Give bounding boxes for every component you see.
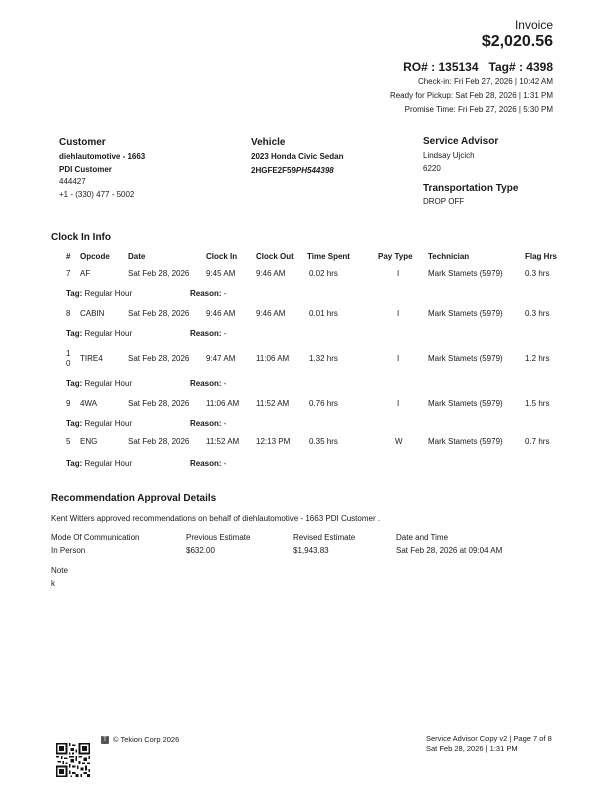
rec-header-revised: Revised Estimate [293, 533, 356, 542]
vehicle-heading: Vehicle [251, 137, 286, 148]
row-num: 10 [66, 349, 71, 368]
row-date: Sat Feb 28, 2026 [128, 309, 190, 318]
rec-value-datetime: Sat Feb 28, 2026 at 09:04 AM [396, 546, 503, 555]
row-time-spent: 0.01 hrs [309, 309, 338, 318]
row-clock-in: 9:46 AM [206, 309, 236, 318]
row-flag-hrs: 1.2 hrs [525, 354, 550, 363]
vin-prefix: 2HGFE2F59 [251, 165, 296, 175]
vin-suffix: PH544398 [295, 165, 334, 175]
row-reason: Reason: - [190, 379, 227, 388]
row-tag: Tag: Regular Hour [66, 289, 133, 298]
row-clock-out: 11:06 AM [256, 354, 290, 363]
col-header-technician: Technician [428, 252, 470, 261]
advisor-name: Lindsay Ujcich [423, 151, 475, 160]
ro-tag-line: RO# : 135134 Tag# : 4398 [403, 60, 553, 74]
row-date: Sat Feb 28, 2026 [128, 354, 190, 363]
copy-info: Service Advisor Copy v2 | Page 7 of 8 [426, 734, 552, 743]
row-clock-in: 9:45 AM [206, 269, 236, 278]
row-opcode: AF [80, 269, 91, 278]
row-date: Sat Feb 28, 2026 [128, 437, 190, 446]
col-header-date: Date [128, 252, 146, 261]
invoice-total: $2,020.56 [481, 33, 553, 50]
row-clock-out: 12:13 PM [256, 437, 291, 446]
rec-value-previous: $632.00 [186, 546, 215, 555]
row-num: 9 [66, 399, 71, 408]
row-flag-hrs: 0.3 hrs [525, 269, 550, 278]
customer-phone: +1 - (330) 477 - 5002 [59, 189, 135, 199]
vehicle-section [251, 137, 421, 177]
row-time-spent: 0.76 hrs [309, 399, 338, 408]
col-header-flag-hrs: Flag Hrs [525, 252, 558, 261]
tekion-logo-icon: T [101, 736, 109, 744]
checkin-time: Check-in: Fri Feb 27, 2026 | 10:42 AM [417, 77, 553, 86]
row-reason: Reason: - [190, 329, 227, 338]
note-value: k [51, 579, 55, 588]
rec-header-datetime: Date and Time [396, 533, 449, 542]
row-time-spent: 0.02 hrs [309, 269, 338, 278]
row-opcode: TIRE4 [80, 354, 103, 363]
row-clock-in: 11:52 AM [206, 437, 240, 446]
row-flag-hrs: 1.5 hrs [525, 399, 550, 408]
row-clock-out: 9:46 AM [256, 309, 286, 318]
row-reason: Reason: - [190, 419, 227, 428]
row-pay-type: I [397, 354, 400, 363]
row-opcode: 4WA [80, 399, 98, 408]
col-header-opcode: Opcode [80, 252, 110, 261]
advisor-id: 6220 [423, 163, 441, 173]
row-time-spent: 0.35 hrs [309, 437, 338, 446]
note-label: Note [51, 566, 68, 575]
row-technician: Mark Stamets (5979) [428, 309, 503, 318]
copyright-text: © Tekion Corp 2026 [113, 735, 180, 744]
invoice-label: Invoice [514, 18, 553, 32]
customer-heading: Customer [59, 137, 106, 148]
recommendation-title: Recommendation Approval Details [51, 493, 217, 504]
rec-header-mode: Mode Of Communication [51, 533, 140, 542]
clock-in-title: Clock In Info [51, 232, 111, 243]
col-header-clock-out: Clock Out [256, 252, 294, 261]
footer-page-info [426, 734, 552, 754]
advisor-heading: Service Advisor [423, 136, 499, 147]
advisor-section [423, 136, 583, 209]
col-header-pay-type: Pay Type [378, 252, 413, 261]
row-clock-out: 11:52 AM [256, 399, 290, 408]
row-tag: Tag: Regular Hour [66, 459, 133, 468]
row-technician: Mark Stamets (5979) [428, 269, 503, 278]
row-pay-type: W [395, 437, 403, 446]
col-header-time-spent: Time Spent [307, 252, 350, 261]
printed-time: Sat Feb 28, 2026 | 1:31 PM [426, 744, 518, 753]
row-clock-out: 9:46 AM [256, 269, 286, 278]
row-reason: Reason: - [190, 289, 227, 298]
row-clock-in: 9:47 AM [206, 354, 236, 363]
col-header-clock-in: Clock In [206, 252, 238, 261]
footer-copyright [101, 735, 179, 744]
row-date: Sat Feb 28, 2026 [128, 399, 190, 408]
qr-code-icon [56, 743, 90, 777]
row-tag: Tag: Regular Hour [66, 419, 133, 428]
row-pay-type: I [397, 269, 400, 278]
row-pay-type: I [397, 399, 400, 408]
row-num: 7 [66, 269, 71, 278]
transport-heading: Transportation Type [423, 183, 519, 194]
row-num: 5 [66, 437, 71, 446]
row-flag-hrs: 0.7 hrs [525, 437, 550, 446]
row-technician: Mark Stamets (5979) [428, 354, 503, 363]
row-clock-in: 11:06 AM [206, 399, 240, 408]
rec-header-previous: Previous Estimate [186, 533, 251, 542]
row-flag-hrs: 0.3 hrs [525, 309, 550, 318]
customer-name: diehlautomotive - 1663 [59, 152, 146, 161]
col-header-num: # [66, 252, 71, 261]
promise-time: Promise Time: Fri Feb 27, 2026 | 5:30 PM [404, 105, 553, 114]
customer-name-2: PDI Customer [59, 164, 112, 174]
row-num: 8 [66, 309, 71, 318]
row-tag: Tag: Regular Hour [66, 329, 133, 338]
row-time-spent: 1.32 hrs [309, 354, 338, 363]
row-reason: Reason: - [190, 459, 227, 468]
row-tag: Tag: Regular Hour [66, 379, 133, 388]
row-opcode: ENG [80, 437, 98, 446]
vehicle-vin [251, 165, 421, 178]
pickup-time: Ready for Pickup: Sat Feb 28, 2026 | 1:31 PM [389, 91, 553, 100]
vehicle-model: 2023 Honda Civic Sedan [251, 152, 344, 161]
row-pay-type: I [397, 309, 400, 318]
row-date: Sat Feb 28, 2026 [128, 269, 190, 278]
rec-value-mode: In Person [51, 546, 86, 555]
row-technician: Mark Stamets (5979) [428, 437, 503, 446]
rec-value-revised: $1,943.83 [293, 546, 329, 555]
customer-section [59, 137, 229, 201]
row-opcode: CABIN [80, 309, 105, 318]
customer-id: 444427 [59, 177, 86, 186]
recommendation-text: Kent Witters approved recommendations on behalf of diehlautomotive - 1663 PDI Customer . [51, 514, 381, 523]
transport-value: DROP OFF [423, 197, 465, 206]
row-technician: Mark Stamets (5979) [428, 399, 503, 408]
